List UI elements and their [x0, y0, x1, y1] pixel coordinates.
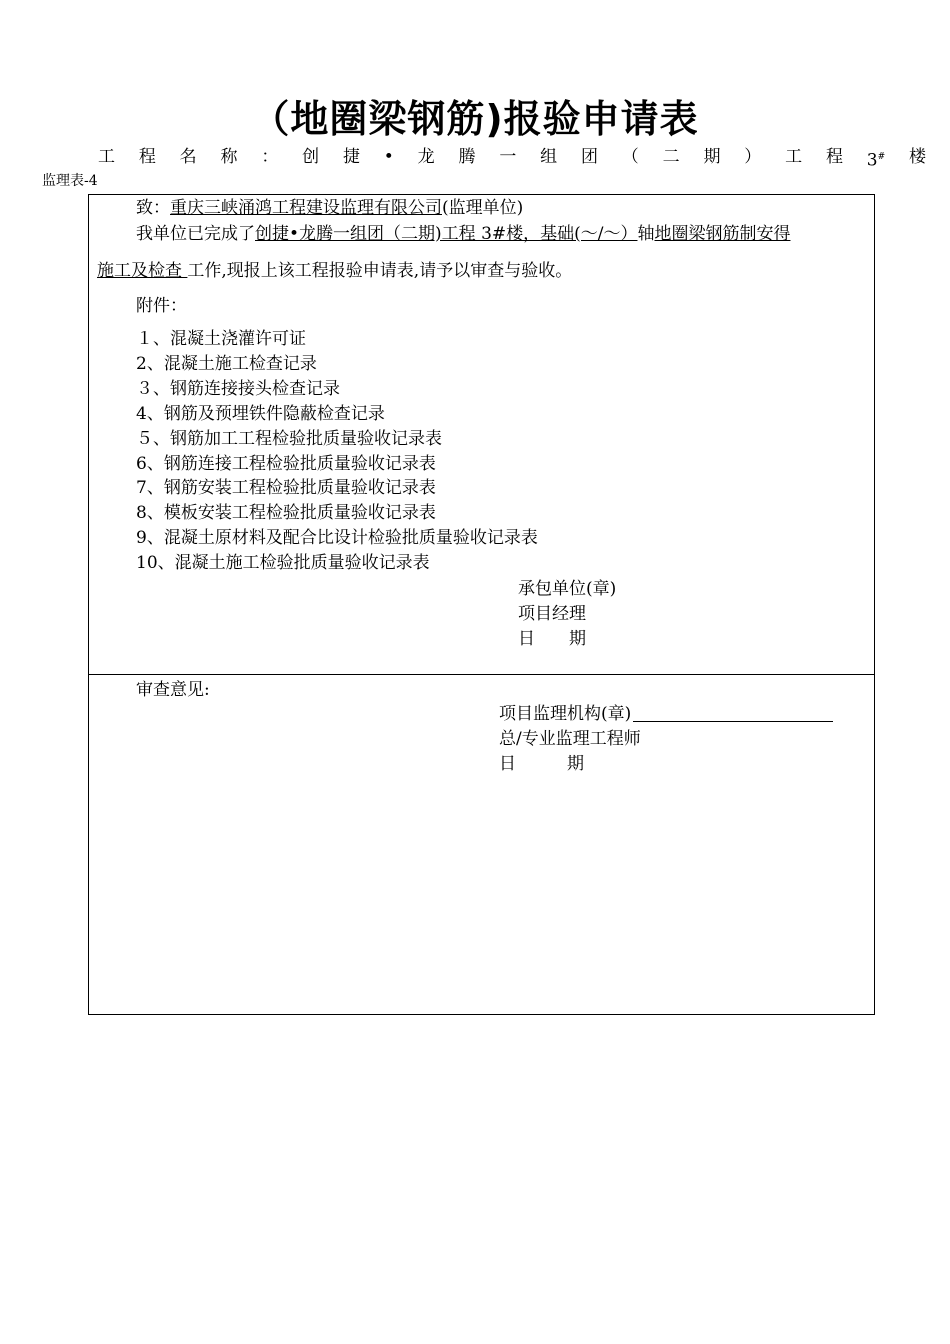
- supervisor-company: 重庆三峡涌鸿工程建设监理有限公司: [170, 198, 442, 218]
- attachment-item: 2、混凝土施工检查记录: [136, 353, 317, 374]
- attachment-item: ５、钢筋加工工程检验批质量验收记录表: [136, 428, 442, 449]
- body-axis: 轴: [637, 224, 655, 244]
- project-name-char: （: [621, 147, 639, 167]
- signature-line: [633, 703, 833, 722]
- project-name-char: ：: [261, 147, 279, 167]
- project-name-char: 称: [220, 147, 238, 167]
- supervisor-suffix: (监理单位): [442, 198, 524, 218]
- form-title: （地圈梁钢筋)报验申请表: [251, 97, 699, 141]
- project-name-char: 程: [138, 147, 156, 167]
- supervision-org-label: 项目监理机构(章): [499, 704, 632, 724]
- attachment-item: １、混凝土浇灌许可证: [136, 329, 306, 349]
- review-date-label: 日 期: [499, 754, 584, 774]
- form-frame: [88, 194, 875, 1015]
- project-name-char: 一: [499, 147, 517, 167]
- project-name-char: 程: [825, 147, 843, 167]
- project-name-char: 名: [179, 147, 197, 167]
- attachment-item: 7、钢筋安装工程检验批质量验收记录表: [136, 478, 436, 499]
- body-work-1: 地圈梁钢筋制安得: [654, 224, 791, 244]
- attachment-item: 6、钢筋连接工程检验批质量验收记录表: [136, 453, 436, 474]
- project-name-char: ）: [744, 147, 762, 167]
- engineer-label: 总/专业监理工程师: [499, 729, 641, 749]
- supervision-org-line: [499, 703, 833, 725]
- project-name-char: 工: [785, 147, 803, 167]
- project-name-char: 龙: [417, 147, 435, 167]
- project-name-char: 组: [540, 147, 558, 167]
- date-label: 日 期: [518, 629, 586, 649]
- project-name-char: 3#: [866, 150, 886, 171]
- body-line-1: [136, 223, 790, 245]
- attachments-label: 附件：: [136, 296, 187, 316]
- project-name-line: [98, 146, 926, 172]
- attachment-item: 4、钢筋及预埋铁件隐蔽检查记录: [136, 403, 385, 424]
- body-prefix: 我单位已完成了: [136, 224, 255, 244]
- project-name-char: 工: [98, 147, 115, 167]
- attachment-item: 9、混凝土原材料及配合比设计检验批质量验收记录表: [136, 528, 538, 549]
- attachment-item: ３、钢筋连接接头检查记录: [136, 378, 340, 399]
- project-name-char: 期: [703, 147, 721, 167]
- project-name-char: 二: [662, 147, 680, 167]
- attachment-item: 8、模板安装工程检验批质量验收记录表: [136, 503, 436, 524]
- attachment-item: 10、混凝土施工检验批质量验收记录表: [136, 553, 430, 574]
- body-work-2: 施工及检查: [97, 261, 188, 281]
- project-name-char: 捷: [342, 147, 360, 167]
- manager-label: 项目经理: [518, 604, 586, 624]
- form-code: 监理表-4: [42, 173, 98, 189]
- section-divider: [88, 674, 875, 675]
- project-name-char: 腾: [458, 147, 476, 167]
- body-line-2: [97, 260, 572, 282]
- contractor-label: 承包单位(章): [518, 579, 617, 599]
- project-name-char: 创: [302, 147, 320, 167]
- body-suffix: 工作,现报上该工程报验申请表,请予以审查与验收。: [187, 261, 573, 281]
- to-prefix: 致：: [136, 198, 170, 218]
- body-project: 创捷•龙腾一组团（二期)工程 3#楼，基础(～/～）: [255, 224, 638, 244]
- project-name-char: •: [383, 147, 394, 167]
- project-name-char: 楼: [908, 147, 926, 167]
- addressee-line: [136, 197, 523, 219]
- review-opinion-label: 审查意见:: [136, 680, 210, 700]
- project-name-char: 团: [580, 147, 598, 167]
